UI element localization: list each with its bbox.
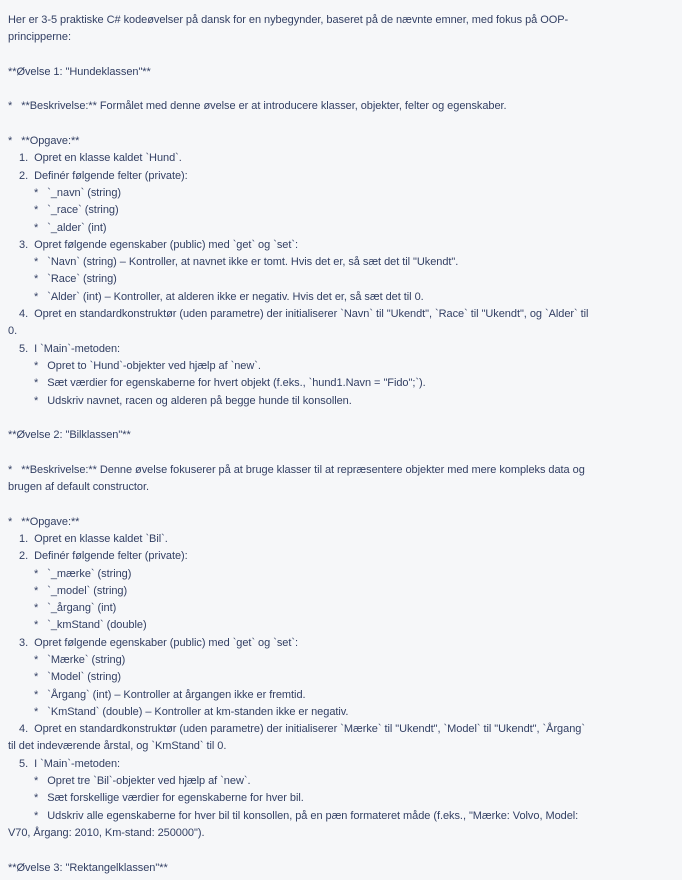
text-line: til det indeværende årstal, og `KmStand` til 0.: [8, 740, 227, 753]
text-line: * `_mærke` (string): [34, 567, 132, 580]
text-line: * `_alder` (int): [34, 221, 107, 234]
text-line: 0.: [8, 325, 18, 338]
text-line: * `_årgang` (int): [34, 602, 117, 615]
text-line: 5. I `Main`-metoden:: [19, 342, 121, 355]
blank-line: [8, 116, 672, 133]
blank-line: [8, 81, 672, 98]
text-line: 5. I `Main`-metoden:: [19, 757, 121, 770]
text-line: * `KmStand` (double) – Kontroller at km-standen ikke er negativ.: [34, 705, 349, 718]
blank-line: [8, 496, 672, 513]
text-line: 2. Definér følgende felter (private):: [19, 550, 188, 563]
text-line: 4. Opret en standardkonstruktør (uden parametre) der initialiserer `Navn` til "Ukendt", `Race` til "Ukendt", og `Alder` til: [19, 308, 589, 321]
text-line: * Opret tre `Bil`-objekter ved hjælp af `new`.: [34, 775, 251, 788]
text-line: 3. Opret følgende egenskaber (public) med `get` og `set`:: [19, 636, 298, 649]
text-line: * **Beskrivelse:** Denne øvelse fokuserer på at bruge klasser til at repræsentere objekter med mere kompleks data og: [8, 463, 585, 476]
text-line: * `_race` (string): [34, 204, 119, 217]
blank-line: [8, 444, 672, 461]
text-line: brugen af default constructor.: [8, 481, 149, 494]
text-line: 2. Definér følgende felter (private):: [19, 169, 188, 182]
text-line: * Sæt forskellige værdier for egenskaberne for hver bil.: [34, 792, 304, 805]
text-line: * Udskriv alle egenskaberne for hver bil til konsollen, på en pæn formateret måde (f.eks., "Mærke: Volvo, Model:: [34, 809, 579, 822]
text-line: * **Beskrivelse:** Formålet med denne øvelse er at introducere klasser, objekter, felter og egenskaber.: [8, 100, 507, 113]
text-line: * Opret to `Hund`-objekter ved hjælp af `new`.: [34, 359, 261, 372]
text-line: **Øvelse 2: "Bilklassen"**: [8, 429, 131, 442]
text-line: * `Mærke` (string): [34, 653, 126, 666]
text-line: * **Opgave:**: [8, 135, 80, 148]
blank-line: [8, 410, 672, 427]
text-line: 1. Opret en klasse kaldet `Hund`.: [19, 152, 182, 165]
text-line: * `_kmStand` (double): [34, 619, 147, 632]
text-line: **Øvelse 3: "Rektangelklassen"**: [8, 861, 168, 874]
text-line: * `_model` (string): [34, 584, 128, 597]
text-line: * `Race` (string): [34, 273, 117, 286]
text-line: principperne:: [8, 31, 71, 44]
text-line: * Sæt værdier for egenskaberne for hvert objekt (f.eks., `hund1.Navn = "Fido";`).: [34, 377, 426, 390]
text-line: 4. Opret en standardkonstruktør (uden parametre) der initialiserer `Mærke` til "Ukendt", `Model` til "Ukendt", `Årgang`: [19, 723, 585, 736]
text-line: **Øvelse 1: "Hundeklassen"**: [8, 65, 151, 78]
text-line: V70, Årgang: 2010, Km-stand: 250000").: [8, 826, 205, 839]
text-line: * `Navn` (string) – Kontroller, at navnet ikke er tomt. Hvis det er, så sæt det til "Ukendt".: [34, 256, 459, 269]
text-line: Her er 3-5 praktiske C# kodeøvelser på dansk for en nybegynder, baseret på de nævnte emner, med fokus på OOP-: [8, 14, 569, 26]
blank-line: [8, 842, 672, 859]
text-line: 3. Opret følgende egenskaber (public) med `get` og `set`:: [19, 238, 298, 251]
text-line: * **Opgave:**: [8, 515, 80, 528]
text-line: 1. Opret en klasse kaldet `Bil`.: [19, 532, 168, 545]
text-line: * Udskriv navnet, racen og alderen på begge hunde til konsollen.: [34, 394, 352, 407]
blank-line: [8, 47, 672, 64]
text-line: * `Årgang` (int) – Kontroller at årgangen ikke er fremtid.: [34, 688, 306, 701]
text-line: * `Model` (string): [34, 671, 122, 684]
text-line: * `Alder` (int) – Kontroller, at alderen ikke er negativ. Hvis det er, så sæt det til 0.: [34, 290, 424, 303]
text-line: * `_navn` (string): [34, 186, 122, 199]
